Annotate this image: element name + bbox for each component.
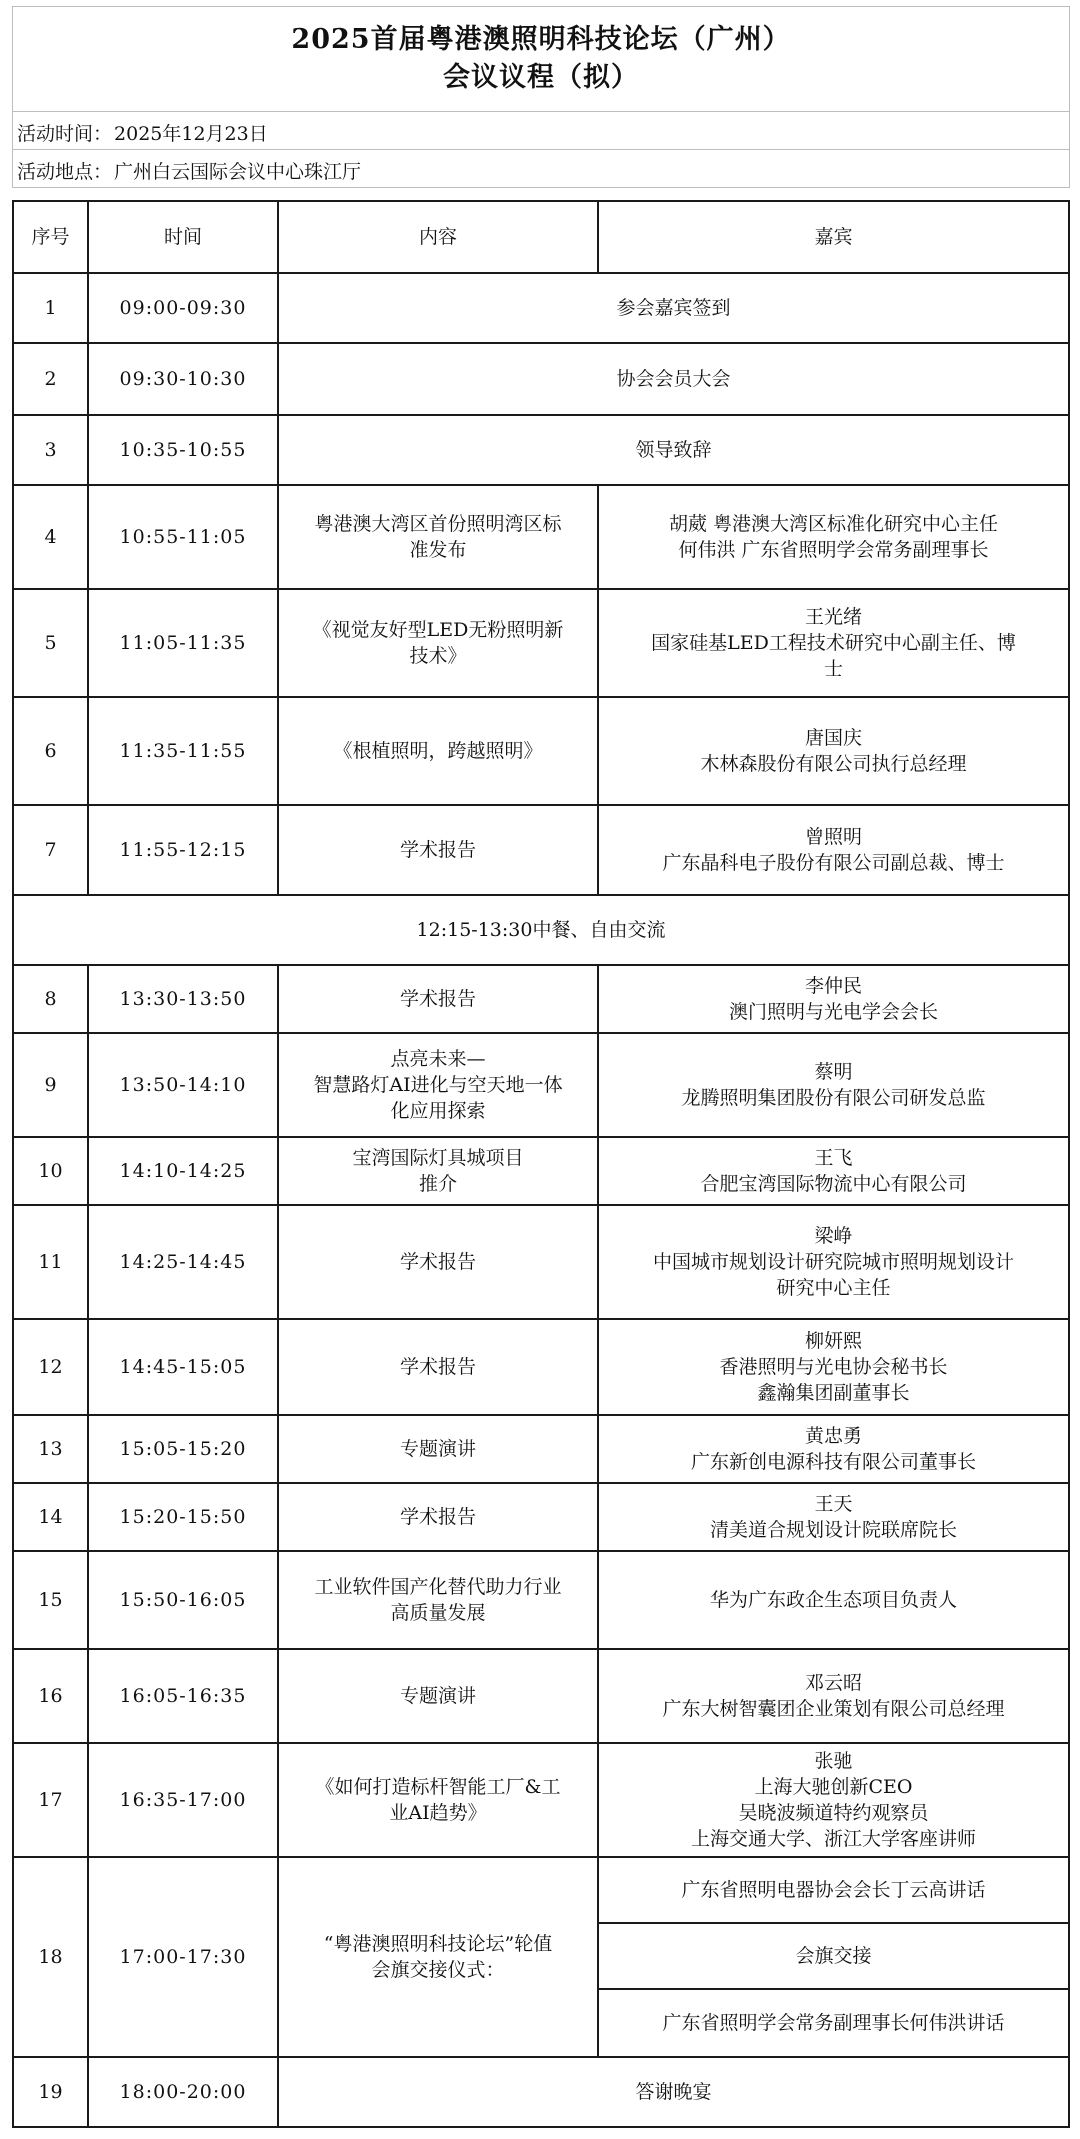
row-content — [278, 589, 598, 697]
row-guest — [598, 1205, 1069, 1319]
table-row — [13, 697, 1069, 805]
guest-line: 梁峥 — [814, 1225, 853, 1247]
page-title: 2025首届粤港澳照明科技论坛（广州） — [291, 24, 791, 55]
row-content — [278, 1649, 598, 1743]
guest-line: 曾照明 — [804, 826, 862, 848]
guest-line: 士 — [823, 658, 843, 680]
row-number: 12 — [13, 1319, 88, 1415]
content-line: 会旗交接仪式： — [371, 1959, 505, 1981]
row-time: 16:05-16:35 — [88, 1649, 278, 1743]
content-line: 学术报告 — [399, 1356, 476, 1378]
column-header-time: 时间 — [88, 201, 278, 273]
row-guest — [598, 1743, 1069, 1857]
row-content — [278, 1033, 598, 1137]
table-row — [13, 1649, 1069, 1743]
content-line: 学术报告 — [399, 988, 476, 1010]
row-number: 19 — [13, 2057, 88, 2127]
row-guest — [598, 1551, 1069, 1649]
row-content — [278, 1857, 598, 2057]
guest-line: 柳妍熙 — [804, 1330, 862, 1352]
guest-line: 吴晓波频道特约观察员 — [738, 1802, 929, 1824]
row-time: 11:55-12:15 — [88, 805, 278, 895]
table-row — [13, 1743, 1069, 1857]
content-line: 高质量发展 — [390, 1602, 486, 1624]
row-number: 9 — [13, 1033, 88, 1137]
row-time: 09:00-09:30 — [88, 273, 278, 343]
title-block — [13, 7, 1069, 112]
event-place-label: 活动地点： — [17, 161, 113, 183]
row-number: 2 — [13, 343, 88, 415]
guest-line: 鑫瀚集团副董事长 — [757, 1382, 910, 1404]
row-content — [278, 1319, 598, 1415]
content-line: 《如何打造标杆智能工厂&工 — [315, 1776, 561, 1798]
row-guest — [598, 1649, 1069, 1743]
row-time: 17:00-17:30 — [88, 1857, 278, 2057]
document-header — [12, 6, 1070, 188]
guest-line: 胡葳 粤港澳大湾区标准化研究中心主任 — [668, 513, 999, 535]
row-time: 18:00-20:00 — [88, 2057, 278, 2127]
content-line: 业AI趋势》 — [389, 1802, 487, 1824]
table-row — [13, 1205, 1069, 1319]
row-guest — [598, 485, 1069, 589]
event-time — [13, 112, 1069, 150]
table-row — [13, 485, 1069, 589]
row-guest — [598, 965, 1069, 1033]
guest-line: 邓云昭 — [804, 1672, 862, 1694]
row-guest — [598, 589, 1069, 697]
row-time: 16:35-17:00 — [88, 1743, 278, 1857]
guest-line: 黄忠勇 — [804, 1425, 862, 1447]
guest-line: 清美道合规划设计院联席院长 — [709, 1519, 957, 1541]
row-content — [278, 1743, 598, 1857]
guest-line: 研究中心主任 — [776, 1277, 891, 1299]
row-time: 10:55-11:05 — [88, 485, 278, 589]
lunch-break: 12:15-13:30中餐、自由交流 — [13, 895, 1069, 965]
guest-line: 上海交通大学、浙江大学客座讲师 — [690, 1828, 976, 1850]
row-merged-content: 答谢晚宴 — [278, 2057, 1069, 2127]
content-line: 《视觉友好型LED无粉照明新 — [312, 619, 564, 641]
row-number: 6 — [13, 697, 88, 805]
guest-line: 合肥宝湾国际物流中心有限公司 — [700, 1173, 967, 1195]
content-line: 点亮未来— — [390, 1048, 486, 1070]
row-time: 13:50-14:10 — [88, 1033, 278, 1137]
row-number: 17 — [13, 1743, 88, 1857]
guest-line: 广东大树智囊团企业策划有限公司总经理 — [662, 1698, 1005, 1720]
event-time-label: 活动时间： — [17, 123, 113, 145]
table-row — [13, 805, 1069, 895]
row-number: 5 — [13, 589, 88, 697]
row-number: 7 — [13, 805, 88, 895]
table-row — [13, 1551, 1069, 1649]
table-row — [13, 2057, 1069, 2127]
row-number: 16 — [13, 1649, 88, 1743]
row-guest: 广东省照明学会常务副理事长何伟洪讲话 — [598, 1989, 1069, 2057]
content-line: 学术报告 — [399, 1506, 476, 1528]
guest-line: 蔡明 — [814, 1061, 853, 1083]
row-guest — [598, 697, 1069, 805]
row-number: 15 — [13, 1551, 88, 1649]
guest-line: 王飞 — [814, 1147, 853, 1169]
content-line: 粤港澳大湾区首份照明湾区标 — [314, 513, 562, 535]
row-time: 15:20-15:50 — [88, 1483, 278, 1551]
row-content — [278, 1415, 598, 1483]
content-line: 专题演讲 — [399, 1438, 476, 1460]
row-merged-content: 协会会员大会 — [278, 343, 1069, 415]
column-header-content: 内容 — [278, 201, 598, 273]
table-header-row — [13, 201, 1069, 273]
guest-line: 中国城市规划设计研究院城市照明规划设计 — [652, 1251, 1014, 1273]
guest-line: 唐国庆 — [804, 727, 862, 749]
row-content — [278, 1483, 598, 1551]
content-line: 宝湾国际灯具城项目 — [352, 1147, 524, 1169]
row-content — [278, 1551, 598, 1649]
table-row — [13, 589, 1069, 697]
guest-line: 香港照明与光电协会秘书长 — [719, 1356, 948, 1378]
row-content — [278, 485, 598, 589]
row-number: 1 — [13, 273, 88, 343]
column-header-no: 序号 — [13, 201, 88, 273]
break-row — [13, 895, 1069, 965]
content-line: 学术报告 — [399, 839, 476, 861]
agenda-table — [12, 200, 1070, 2128]
content-line: 工业软件国产化替代助力行业 — [314, 1576, 562, 1598]
row-time: 14:25-14:45 — [88, 1205, 278, 1319]
row-guest — [598, 1137, 1069, 1205]
guest-line: 张驰 — [814, 1750, 853, 1772]
content-line: 技术》 — [409, 645, 467, 667]
table-row — [13, 1137, 1069, 1205]
row-guest — [598, 1319, 1069, 1415]
guest-line: 国家硅基LED工程技术研究中心副主任、博 — [651, 632, 1016, 654]
row-number: 14 — [13, 1483, 88, 1551]
row-time: 11:05-11:35 — [88, 589, 278, 697]
row-number: 8 — [13, 965, 88, 1033]
guest-line: 广东晶科电子股份有限公司副总裁、博士 — [662, 852, 1005, 874]
row-guest: 广东省照明电器协会会长丁云高讲话 — [598, 1857, 1069, 1923]
row-content — [278, 965, 598, 1033]
content-line: 推介 — [418, 1173, 457, 1195]
row-guest — [598, 1483, 1069, 1551]
row-content — [278, 697, 598, 805]
row-time: 14:10-14:25 — [88, 1137, 278, 1205]
row-guest — [598, 805, 1069, 895]
row-number: 11 — [13, 1205, 88, 1319]
table-row — [13, 1033, 1069, 1137]
row-time: 13:30-13:50 — [88, 965, 278, 1033]
row-merged-content: 领导致辞 — [278, 415, 1069, 485]
row-number: 10 — [13, 1137, 88, 1205]
row-time: 15:05-15:20 — [88, 1415, 278, 1483]
row-content — [278, 1205, 598, 1319]
row-number: 13 — [13, 1415, 88, 1483]
content-line: 准发布 — [409, 539, 467, 561]
guest-line: 华为广东政企生态项目负责人 — [709, 1589, 957, 1611]
guest-line: 龙腾照明集团股份有限公司研发总监 — [681, 1087, 986, 1109]
row-time: 14:45-15:05 — [88, 1319, 278, 1415]
row-time: 10:35-10:55 — [88, 415, 278, 485]
guest-line: 广东新创电源科技有限公司董事长 — [690, 1451, 976, 1473]
content-line: 智慧路灯AI进化与空天地一体 — [313, 1074, 563, 1096]
table-row — [13, 1483, 1069, 1551]
row-number: 18 — [13, 1857, 88, 2057]
table-row — [13, 965, 1069, 1033]
row-time: 15:50-16:05 — [88, 1551, 278, 1649]
event-place — [13, 150, 1069, 188]
guest-line: 王光绪 — [804, 606, 862, 628]
table-row — [13, 1319, 1069, 1415]
row-time: 11:35-11:55 — [88, 697, 278, 805]
table-row — [13, 1857, 1069, 1923]
guest-line: 木林森股份有限公司执行总经理 — [700, 753, 967, 775]
page-subtitle: 会议议程（拟） — [443, 62, 639, 93]
guest-line: 上海大驰创新CEO — [754, 1776, 913, 1798]
content-line: 专题演讲 — [399, 1685, 476, 1707]
table-row — [13, 1415, 1069, 1483]
row-guest: 会旗交接 — [598, 1923, 1069, 1989]
row-guest — [598, 1033, 1069, 1137]
table-row — [13, 273, 1069, 343]
row-content — [278, 1137, 598, 1205]
event-place-value: 广州白云国际会议中心珠江厅 — [114, 161, 362, 183]
row-merged-content: 参会嘉宾签到 — [278, 273, 1069, 343]
row-content — [278, 805, 598, 895]
row-number: 4 — [13, 485, 88, 589]
guest-line: 李仲民 — [804, 975, 862, 997]
guest-line: 澳门照明与光电学会会长 — [728, 1001, 938, 1023]
event-time-value: 2025年12月23日 — [114, 123, 268, 145]
content-line: 《根植照明，跨越照明》 — [333, 740, 543, 762]
guest-line: 王天 — [814, 1493, 853, 1515]
table-row — [13, 415, 1069, 485]
row-time: 09:30-10:30 — [88, 343, 278, 415]
content-line: 学术报告 — [399, 1251, 476, 1273]
content-line: 化应用探索 — [390, 1100, 486, 1122]
guest-line: 何伟洪 广东省照明学会常务副理事长 — [678, 539, 989, 561]
row-guest — [598, 1415, 1069, 1483]
row-number: 3 — [13, 415, 88, 485]
content-line: “粤港澳照明科技论坛”轮值 — [323, 1933, 553, 1955]
table-row — [13, 343, 1069, 415]
column-header-guest: 嘉宾 — [598, 201, 1069, 273]
